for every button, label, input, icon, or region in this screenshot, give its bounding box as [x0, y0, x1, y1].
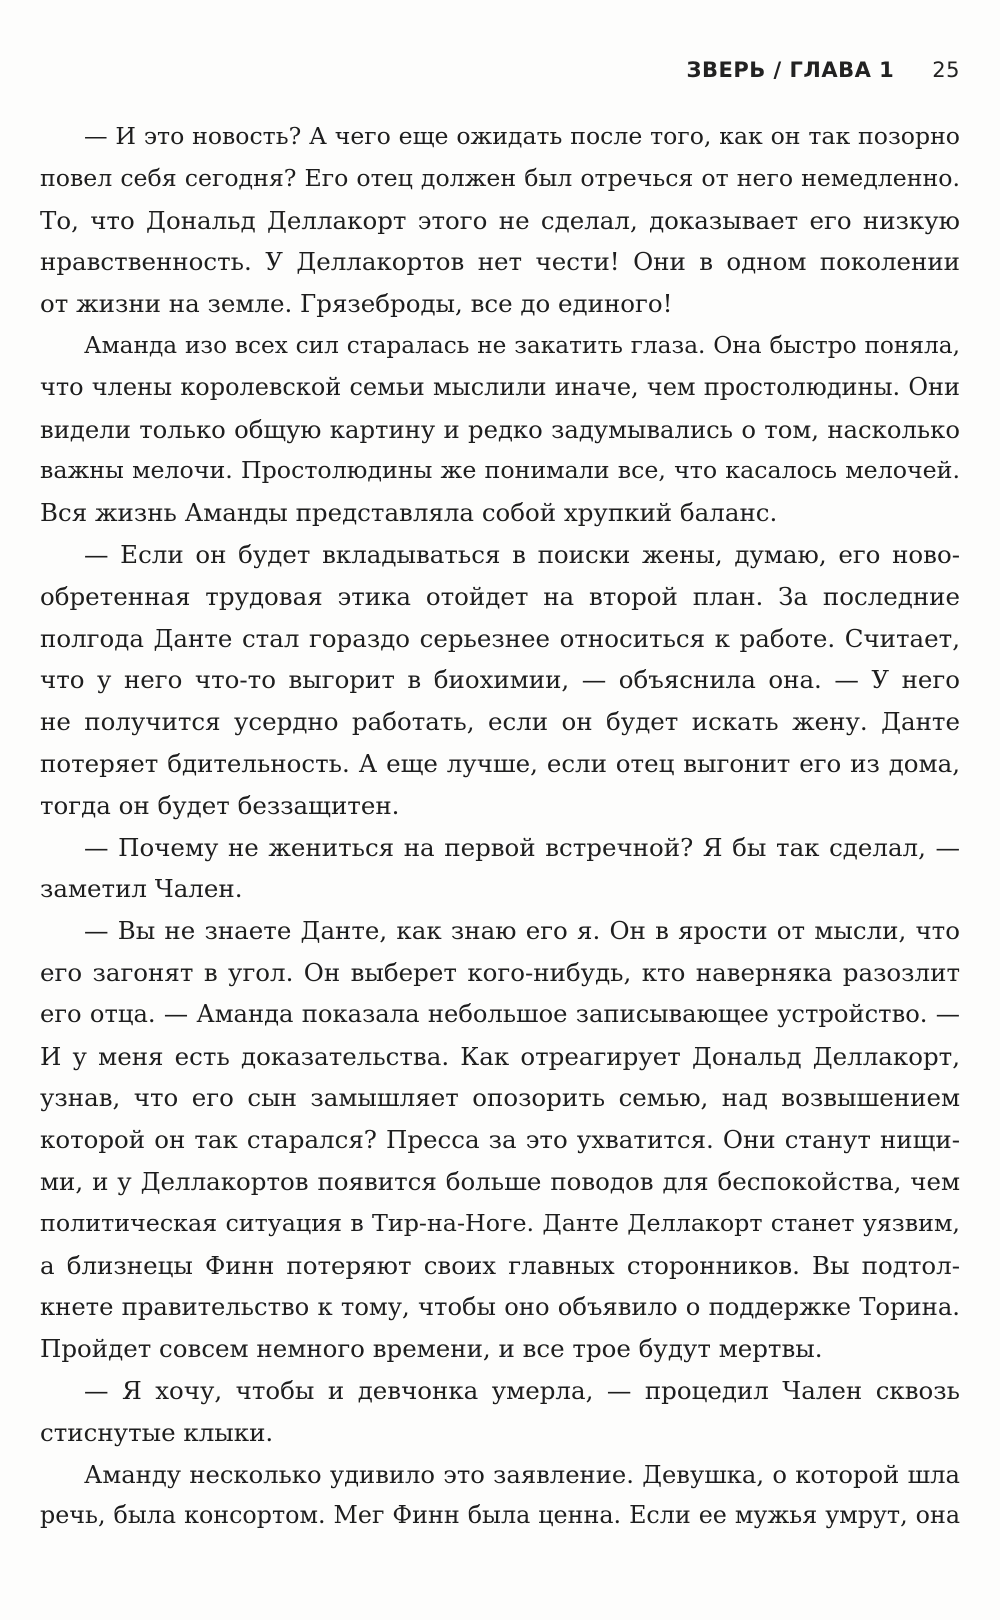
text-line: важны мелочи. Простолюдины же понимали все, что касалось мелочей.: [40, 456, 960, 485]
text-line: политическая ситуация в Тир-на-Ноге. Данте Деллакорт станет уязвим,: [40, 1208, 960, 1237]
text-line: которой он так старался? Пресса за это ухватится. Они станут нищи-: [40, 1125, 960, 1155]
text-line: — И это новость? А чего еще ожидать после того, как он так позорно: [84, 122, 960, 150]
text-line: нравственность. У Деллакортов нет чести! Они в одном поколении: [40, 247, 960, 277]
text-line: его загонят в угол. Он выберет кого-нибудь, кто наверняка разозлит: [40, 957, 960, 987]
text-line: — Если он будет вкладываться в поиски жены, думаю, его ново-: [84, 539, 960, 569]
text-line: — Я хочу, чтобы и девчонка умерла, — процедил Чален сквозь: [84, 1375, 960, 1405]
text-line: не получится усердно работать, если он будет искать жену. Данте: [40, 707, 960, 737]
text-line: узнав, что его сын замышляет опозорить семью, над возвышением: [40, 1083, 960, 1113]
text-line: а близнецы Финн потеряют своих главных сторонников. Вы подтол-: [40, 1250, 960, 1280]
text-line: потеряет бдительность. А еще лучше, если отец выгонит его из дома,: [40, 748, 960, 778]
text-line: ми, и у Деллакортов появится больше поводов для беспокойства, чем: [40, 1166, 960, 1196]
text-line: что у него что-то выгорит в биохимии, — объяснила она. — У него: [40, 665, 960, 695]
text-line: Аманду несколько удивило это заявление. Девушка, о которой шла: [84, 1459, 960, 1489]
text-line: — Вы не знаете Данте, как знаю его я. Он в ярости от мысли, что: [84, 916, 960, 946]
text-line: — Почему не жениться на первой встречной? Я бы так сделал, —: [84, 832, 960, 862]
text-line: что члены королевской семьи мыслили иначе, чем простолюдины. Они: [40, 372, 960, 401]
running-header: [687, 58, 960, 82]
text-line: И у меня есть доказательства. Как отреагирует Дональд Деллакорт,: [40, 1041, 960, 1071]
body-text: [40, 116, 960, 1537]
text-line: То, что Дональд Деллакорт этого не сделал, доказывает его низкую: [40, 205, 960, 235]
text-line: Аманда изо всех сил старалась не закатить глаза. Она быстро поняла,: [84, 331, 960, 359]
text-line: обретенная трудовая этика отойдет на второй план. За последние: [40, 581, 960, 611]
text-line: тогда он будет беззащитен.: [40, 790, 400, 820]
text-line: его отца. — Аманда показала небольшое записывающее устройство. —: [40, 999, 960, 1028]
text-line: полгода Данте стал гораздо серьезнее относиться к работе. Считает,: [40, 623, 960, 653]
text-line: от жизни на земле. Грязеброды, все до единого!: [40, 289, 673, 319]
text-line: Вся жизнь Аманды представляла собой хрупкий баланс.: [40, 498, 778, 528]
text-line: речь, была консортом. Мег Финн была ценна. Если ее мужья умрут, она: [40, 1501, 960, 1530]
text-line: кнете правительство к тому, чтобы оно объявило о поддержке Торина.: [40, 1292, 960, 1322]
text-line: повел себя сегодня? Его отец должен был отречься от него немедленно.: [40, 163, 960, 192]
text-line: видели только общую картину и редко задумывались о том, насколько: [40, 414, 960, 444]
chapter-title: ЗВЕРЬ / ГЛАВА 1: [686, 58, 895, 82]
page-number: 25: [932, 58, 960, 82]
text-line: Пройдет совсем немного времени, и все трое будут мертвы.: [40, 1334, 823, 1364]
text-line: заметил Чален.: [40, 874, 243, 904]
text-line: стиснутые клыки.: [40, 1417, 274, 1447]
